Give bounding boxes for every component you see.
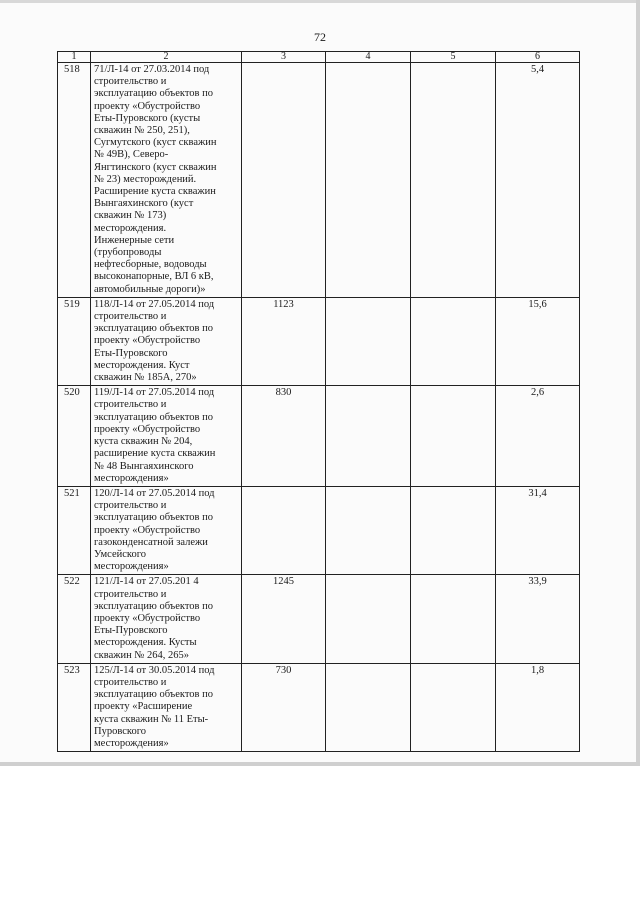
- scan-edge-right: [636, 0, 640, 765]
- cell-col3: 830: [242, 386, 326, 487]
- column-header: 2: [91, 52, 242, 63]
- cell-col4: [326, 297, 411, 385]
- table-row: [58, 386, 580, 487]
- row-number: 521: [58, 486, 91, 574]
- cell-col3: [242, 63, 326, 298]
- cell-area: 15,6: [496, 297, 580, 385]
- decree-description: 125/Л-14 от 30.05.2014 под строительство и эксплуатацию объектов по проекту «Расширение куста скважин № 11 Еты- Пуровского месторождения»: [91, 663, 242, 751]
- cell-col5: [411, 575, 496, 663]
- table-row: [58, 663, 580, 751]
- decree-description: 120/Л-14 от 27.05.2014 под строительство и эксплуатацию объектов по проекту «Обустройство газоконденсатной залежи Умсейского месторождения»: [91, 486, 242, 574]
- page-number: 72: [314, 30, 326, 44]
- row-number: 518: [58, 63, 91, 298]
- scan-edge-bottom: [0, 762, 640, 766]
- column-header: 3: [242, 52, 326, 63]
- cell-area: 31,4: [496, 486, 580, 574]
- cell-col5: [411, 386, 496, 487]
- cell-area: 33,9: [496, 575, 580, 663]
- cell-col4: [326, 663, 411, 751]
- cell-col4: [326, 575, 411, 663]
- register-table: [57, 51, 580, 752]
- cell-col5: [411, 297, 496, 385]
- column-header: 4: [326, 52, 411, 63]
- cell-col5: [411, 663, 496, 751]
- cell-area: 2,6: [496, 386, 580, 487]
- cell-col4: [326, 386, 411, 487]
- decree-description: 71/Л-14 от 27.03.2014 под строительство и эксплуатацию объектов по проекту «Обустройство Еты-Пуровского (кусты скважин № 250, 251), Сугмутского (куст скважин № 49В), Северо- Янгтинского (куст скважин № 23) месторождений. Расширение куста скважин Вынгаяхинского (куст скважин № 173) месторождения. Инженерные сети (трубопроводы нефтесборные, водоводы высоконапорные, ВЛ 6 кВ, автомобильные дороги)»: [91, 63, 242, 298]
- cell-area: 5,4: [496, 63, 580, 298]
- scan-edge-top: [0, 0, 640, 3]
- table-row: [58, 486, 580, 574]
- row-number: 519: [58, 297, 91, 385]
- cell-col4: [326, 63, 411, 298]
- column-header: 5: [411, 52, 496, 63]
- cell-col3: [242, 486, 326, 574]
- table-row: [58, 575, 580, 663]
- column-header: 6: [496, 52, 580, 63]
- cell-col3: 1245: [242, 575, 326, 663]
- cell-col3: 1123: [242, 297, 326, 385]
- cell-col5: [411, 63, 496, 298]
- decree-description: 118/Л-14 от 27.05.2014 под строительство и эксплуатацию объектов по проекту «Обустройство Еты-Пуровского месторождения. Куст скважин № 185А, 270»: [91, 297, 242, 385]
- decree-description: 119/Л-14 от 27.05.2014 под строительство и эксплуатацию объектов по проекту «Обустройство куста скважин № 204, расширение куста скважин № 48 Вынгаяхинского месторождения»: [91, 386, 242, 487]
- cell-col4: [326, 486, 411, 574]
- row-number: 522: [58, 575, 91, 663]
- decree-description: 121/Л-14 от 27.05.201 4 строительство и эксплуатацию объектов по проекту «Обустройство Еты-Пуровского месторождения. Кусты скважин № 264, 265»: [91, 575, 242, 663]
- table-row: [58, 63, 580, 298]
- column-header: 1: [58, 52, 91, 63]
- cell-area: 1,8: [496, 663, 580, 751]
- header-row: [58, 52, 580, 63]
- cell-col3: 730: [242, 663, 326, 751]
- row-number: 523: [58, 663, 91, 751]
- table-row: [58, 297, 580, 385]
- cell-col5: [411, 486, 496, 574]
- row-number: 520: [58, 386, 91, 487]
